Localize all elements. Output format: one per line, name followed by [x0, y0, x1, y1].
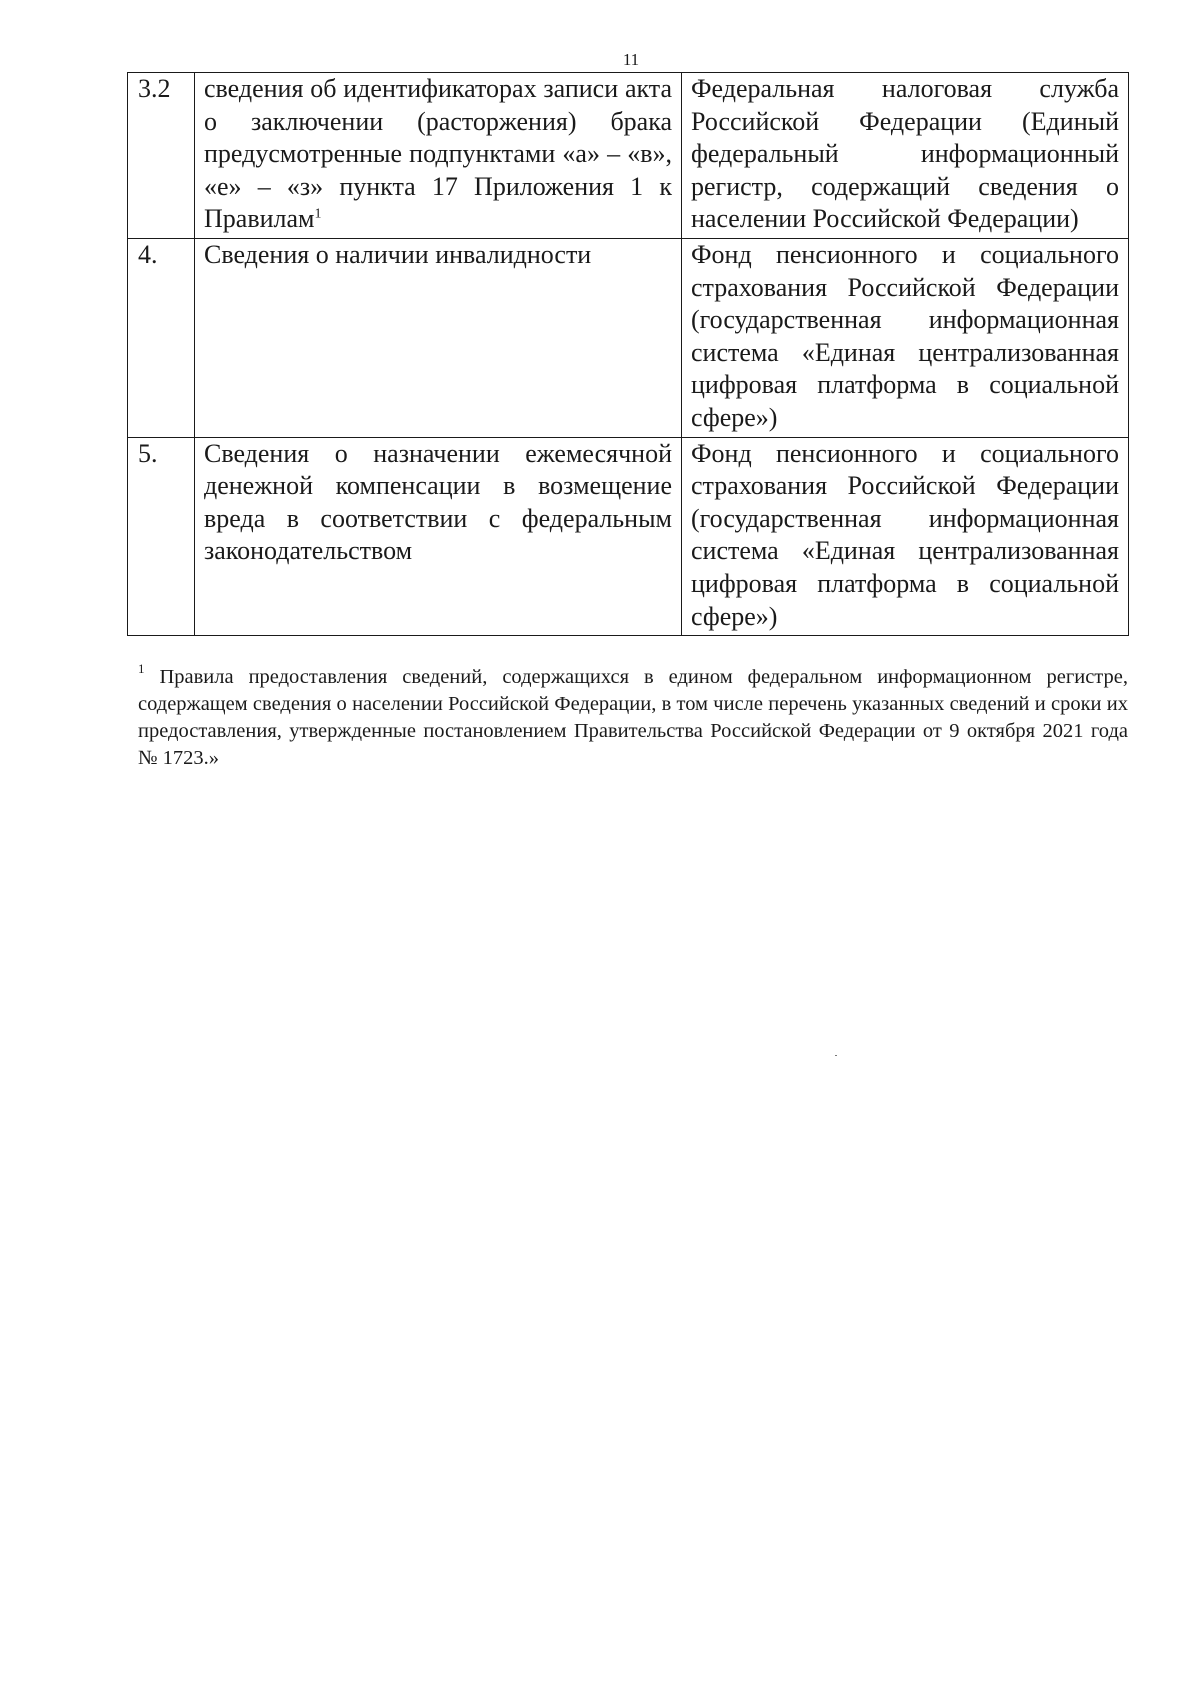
footnote — [138, 661, 1128, 772]
description-cell — [195, 73, 682, 239]
description-text — [204, 73, 672, 236]
footnote-marker: 1 — [138, 661, 145, 677]
scan-speck — [835, 1055, 837, 1056]
description-text: Сведения о назначении ежемесячной денежной компенсации в возмещение вреда в соответствии с федеральным законодательством — [204, 438, 672, 566]
description-body: сведения об идентификаторах записи акта о заключении (расторжения) брака предусмотренные подпунктами «а» – «в», «е» – «з» пункта 17 Приложения 1 к Правилам — [204, 74, 672, 234]
row-number: 5. — [138, 438, 158, 468]
description-cell — [195, 238, 682, 437]
table-row — [128, 73, 1129, 239]
row-number-cell — [128, 73, 195, 239]
source-text: Федеральная налоговая служба Российской Федерации (Единый федеральный информационный регистр, содержащий сведения о населении Российской Федерации) — [691, 74, 1119, 234]
description-text: Сведения о наличии инвалидности — [204, 239, 592, 269]
source-cell — [682, 437, 1129, 636]
table-row — [128, 238, 1129, 437]
source-text: Фонд пенсионного и социального страхования Российской Федерации (государственная информационная система «Единая централизованная цифровая платформа в социальной сфере») — [691, 438, 1119, 631]
page-number: 11 — [622, 50, 640, 69]
row-number: 4. — [138, 239, 158, 269]
row-number: 3.2 — [138, 74, 171, 103]
footnote-reference: 1 — [314, 206, 322, 222]
source-cell — [682, 238, 1129, 437]
source-cell — [682, 73, 1129, 239]
source-text: Фонд пенсионного и социального страхования Российской Федерации (государственная информационная система «Единая централизованная цифровая платформа в социальной сфере») — [691, 239, 1119, 432]
row-number-cell — [128, 238, 195, 437]
footnote-text: Правила предоставления сведений, содержащихся в едином федеральном информационном регистре, содержащем сведения о населении Российской Федерации, в том числе перечень указанных сведений и сроки их предоставления, утвержденные постановлением Правительства Российской Федерации от 9 октября 2021 года № 1723.» — [138, 666, 1128, 769]
data-table — [127, 72, 1129, 636]
table-row — [128, 437, 1129, 636]
description-cell — [195, 437, 682, 636]
row-number-cell — [128, 437, 195, 636]
